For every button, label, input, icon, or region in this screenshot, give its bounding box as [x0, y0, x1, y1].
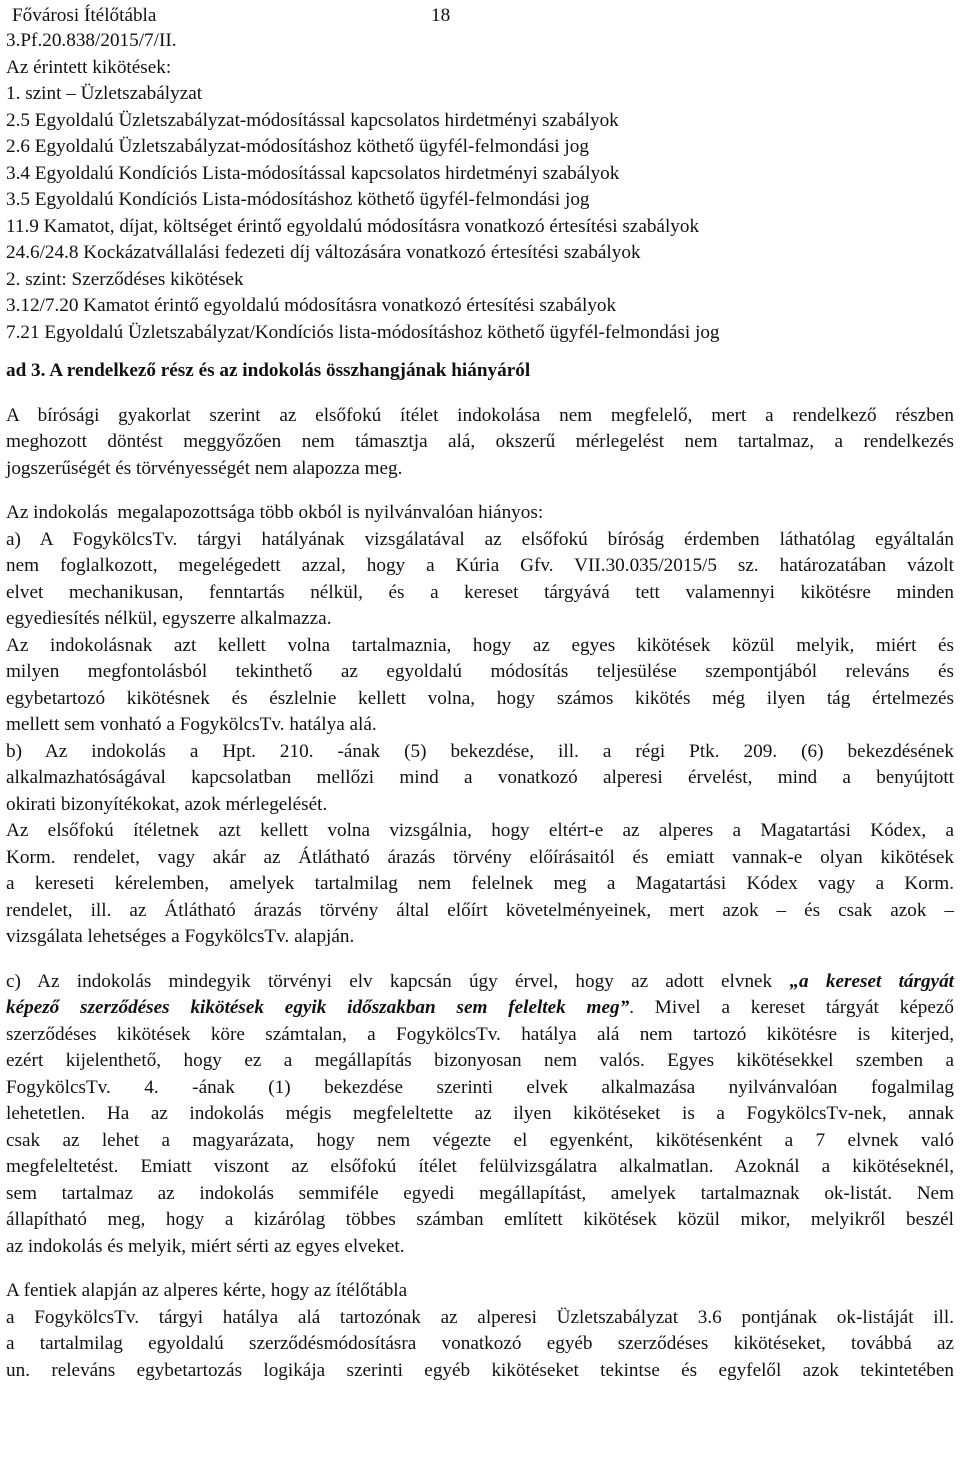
paragraph-1: [6, 403, 954, 483]
text-line: az indokolás és melyik, miért sérti az egyes elveket.: [6, 1235, 405, 1257]
list-item: 3.5 Egyoldalú Kondíciós Lista-módosításhoz köthető ügyfél-felmondási jog: [6, 189, 590, 210]
quoted-text: képező szerződéses kikötések egyik időszakban sem feleltek meg”: [6, 997, 630, 1018]
text-line: csak az lehet a magyarázata, hogy nem végezte el egyenként, kikötésenként a 7 elvnek való: [6, 1129, 954, 1151]
text-line: un. releváns egybetartozás logikája szerinti egyéb kikötéseket tekintse és egyfelől azok tekintetében: [6, 1359, 954, 1381]
list-item: 24.6/24.8 Kockázatvállalási fedezeti díj változására vonatkozó értesítési szabályok: [6, 242, 641, 263]
text-line: ezért kijelenthető, hogy ez a megállapítás bizonyosan nem valós. Egyes kikötésekkel szemben a: [6, 1050, 954, 1071]
text-line: a kereseti kérelemben, amelyek tartalmilag nem felelnek meg a Magatartási Kódex vagy a Korm.: [6, 873, 954, 894]
list-item: 3.4 Egyoldalú Kondíciós Lista-módosítással kapcsolatos hirdetményi szabályok: [6, 162, 620, 184]
text-plain: c) Az indokolás mindegyik törvényi elv kapcsán úgy érvel, hogy az adott elvnek: [6, 970, 790, 992]
section-heading: ad 3. A rendelkező rész és az indokolás összhangjának hiányáról: [6, 360, 531, 381]
paragraph-4: [6, 1278, 954, 1384]
text-line: állapítható meg, hogy a kizárólag többes számban említett kikötések közül mikor, melyikről beszél: [6, 1209, 954, 1230]
text-line: a) A FogykölcsTv. tárgyi hatályának vizsgálatával az elsőfokú bíróság érdemben láthatólag egyáltalán: [6, 528, 954, 550]
text-line: meghozott döntést meggyőzően nem támasztja alá, okszerű mérlegelést nem tartalmaz, a rendelkezés: [6, 431, 954, 452]
text-line: okirati bizonyítékokat, azok mérlegelését.: [6, 793, 328, 815]
text-line: Az elsőfokú ítéletnek azt kellett volna vizsgálnia, hogy eltért-e az alperes a Magatartási Kódex, a: [6, 820, 954, 841]
text-line: jogszerűségét és törvényességét nem alapozza meg.: [6, 457, 403, 479]
text-line: [6, 995, 954, 1022]
text-line: rendelet, ill. az Átlátható árazás törvény által előírt követelményeinek, mert azok – és csak azok –: [6, 899, 954, 921]
list-item: 2.5 Egyoldalú Üzletszabályzat-módosítással kapcsolatos hirdetményi szabályok: [6, 109, 619, 131]
text-line: vizsgálata lehetséges a FogykölcsTv. alapján.: [6, 926, 355, 947]
text-line: a tartalmilag egyoldalú szerződésmódosításra vonatkozó egyéb szerződéses kikötéseket, továbbá az: [6, 1333, 954, 1354]
page-number: 18: [431, 5, 451, 26]
case-number: 3.Pf.20.838/2015/7/II.: [6, 30, 177, 51]
text-line: Korm. rendelet, vagy akár az Átlátható árazás törvény előírásaitól és emiatt vannak-e olyan kikötések: [6, 846, 954, 868]
court-name: Fővárosi Ítélőtábla: [12, 5, 157, 26]
quoted-text: „a kereset tárgyát: [789, 970, 954, 992]
text-line: sem tartalmaz az indokolás semmiféle egyedi megállapítást, amelyek tartalmaznak ok-listát. Nem: [6, 1182, 954, 1204]
text-line: b) Az indokolás a Hpt. 210. -ának (5) bekezdése, ill. a régi Ptk. 209. (6) bekezdésének: [6, 740, 954, 762]
page-header: [6, 0, 954, 28]
text-line: nem foglalkozott, megelégedett azzal, hogy a Kúria Gfv. VII.30.035/2015/5 sz. határozatában vázolt: [6, 555, 954, 576]
text-line: A fentiek alapján az alperes kérte, hogy az ítélőtábla: [6, 1280, 408, 1301]
text-line: Az indokolásnak azt kellett volna tartalmaznia, hogy az egyes kikötések közül melyik, miért és: [6, 634, 954, 656]
affected-clauses: [6, 55, 954, 347]
list-item: 11.9 Kamatot, díjat, költséget érintő egyoldalú módosításra vonatkozó értesítési szabályok: [6, 215, 700, 237]
list-item: 3.12/7.20 Kamatot érintő egyoldalú módosításra vonatkozó értesítési szabályok: [6, 295, 617, 316]
list-item: 2.6 Egyoldalú Üzletszabályzat-módosításhoz köthető ügyfél-felmondási jog: [6, 136, 589, 157]
text-line: milyen megfontolásból tekinthető az egyoldalú módosítás teljesülése szempontjából releváns és: [6, 661, 954, 682]
text-line: Az indokolás megalapozottsága több okból is nyilvánvalóan hiányos:: [6, 502, 544, 523]
text-line: mellett sem vonható a FogykölcsTv. hatálya alá.: [6, 714, 377, 735]
text-line: alkalmazhatóságával kapcsolatban mellőzi mind a vonatkozó alperesi érvelést, mind a benyújtott: [6, 767, 954, 788]
text-line: megfeleltetést. Emiatt viszont az elsőfokú ítélet felülvizsgálatra alkalmatlan. Azoknál a kikötéseknél,: [6, 1156, 954, 1177]
list-item: 2. szint: Szerződéses kikötések: [6, 268, 244, 290]
list-item: 7.21 Egyoldalú Üzletszabályzat/Kondíciós lista-módosításhoz köthető ügyfél-felmondási jog: [6, 321, 720, 343]
text-plain: . Mivel a kereset tárgyát képező: [629, 997, 955, 1018]
paragraph-3: [6, 969, 954, 1261]
affected-heading: Az érintett kikötések:: [6, 56, 172, 78]
text-line: a FogykölcsTv. tárgyi hatálya alá tartozónak az alperesi Üzletszabályzat 3.6 pontjának ok-listáját ill.: [6, 1306, 954, 1328]
text-line: egyediesítés nélkül, egyszerre alkalmazza.: [6, 608, 332, 629]
text-line: egybetartozó kikötésnek és észlelnie kellett volna, hogy számos kikötés még ilyen tág értelmezés: [6, 687, 954, 709]
text-line: FogykölcsTv. 4. -ának (1) bekezdése szerinti elvek alkalmazása nyilvánvalóan fogalmilag: [6, 1076, 954, 1098]
text-line: [6, 969, 954, 996]
text-line: lehetetlen. Ha az indokolás mégis megfeleltette az ilyen kikötéseket is a FogykölcsTv-nek, annak: [6, 1103, 954, 1124]
paragraph-2: [6, 500, 954, 951]
text-line: szerződéses kikötések köre számtalan, a FogykölcsTv. hatálya alá nem tartozó kikötésre is kiterjed,: [6, 1023, 954, 1045]
text-line: elvet mechanikusan, fenntartás nélkül, és a kereset tárgyává tett valamennyi kikötésre minden: [6, 581, 954, 603]
list-item: 1. szint – Üzletszabályzat: [6, 83, 203, 104]
text-line: A bírósági gyakorlat szerint az elsőfokú ítélet indokolása nem megfelelő, mert a rendelkező részben: [6, 404, 954, 426]
